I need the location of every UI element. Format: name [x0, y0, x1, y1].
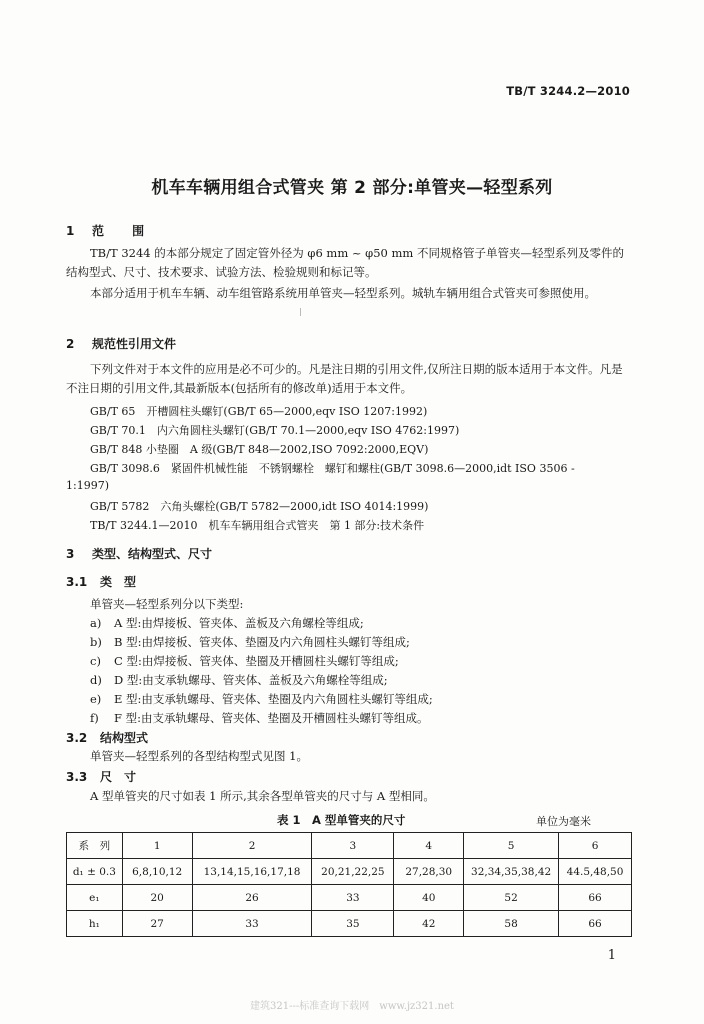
table-header-row	[67, 833, 632, 859]
item-label: a)	[90, 616, 102, 630]
table-cell: 5	[464, 833, 559, 859]
item-text: E 型:由支承轨螺母、管夹体、垫圈及内六角圆柱头螺钉等组成;	[114, 692, 433, 706]
section-title: 结构型式	[100, 731, 149, 745]
reference-item: GB/T 65 开槽圆柱头螺钉(GB/T 65—2000,eqv ISO 1207:1992)	[90, 405, 428, 418]
document-title: 机车车辆用组合式管夹 第 2 部分:单管夹—轻型系列	[151, 178, 553, 198]
section-number: 2	[66, 337, 75, 351]
table-cell: 35	[312, 911, 394, 937]
standard-code: TB/T 3244.2—2010	[506, 84, 630, 98]
section-title: 规范性引用文件	[92, 337, 177, 351]
section-3-3-heading	[66, 768, 136, 785]
section-title: 类 型	[100, 575, 137, 589]
section-2-heading	[66, 335, 176, 352]
table-cell: 66	[559, 885, 632, 911]
reference-item-continuation: 1:1997)	[66, 479, 109, 492]
table-cell: 1	[122, 833, 192, 859]
section-3-2-text: 单管夹—轻型系列的各型结构型式见图 1。	[90, 749, 308, 763]
dimension-table	[66, 832, 632, 937]
type-item	[90, 634, 410, 650]
table-cell: 26	[192, 885, 312, 911]
item-text: F 型:由支承轨螺母、管夹体、垫圈及开槽圆柱头螺钉等组成。	[114, 711, 429, 725]
table-cell: 58	[464, 911, 559, 937]
section-title: 类型、结构型式、尺寸	[92, 547, 213, 561]
section-1-heading	[66, 222, 156, 239]
section-3-2-heading	[66, 729, 148, 746]
table-cell: 3	[312, 833, 394, 859]
section-title: 尺 寸	[100, 770, 137, 784]
table-cell: 20	[122, 885, 192, 911]
table-unit: 单位为毫米	[536, 815, 591, 828]
table-row	[67, 859, 632, 885]
table-cell: 27	[122, 911, 192, 937]
section-1-para-2: 本部分适用于机车车辆、动车组管路系统用单管夹—轻型系列。城轨车辆用组合式管夹可参照使用。	[90, 286, 596, 300]
item-label: f)	[90, 711, 99, 725]
item-text: A 型:由焊接板、管夹体、盖板及六角螺栓等组成;	[114, 616, 364, 630]
section-3-1-heading	[66, 573, 136, 590]
table-cell: 13,14,15,16,17,18	[192, 859, 312, 885]
section-3-heading	[66, 545, 212, 562]
table-cell: 33	[192, 911, 312, 937]
reference-item: GB/T 5782 六角头螺栓(GB/T 5782—2000,idt ISO 4014:1999)	[90, 500, 429, 513]
watermark: 建筑321---标准查询下载网 www.jz321.net	[250, 1001, 454, 1012]
table-cell: d₁ ± 0.3	[67, 859, 123, 885]
item-label: c)	[90, 654, 101, 668]
reference-item: GB/T 70.1 内六角圆柱头螺钉(GB/T 70.1—2000,eqv ISO 4762:1997)	[90, 424, 460, 437]
table-cell: e₁	[67, 885, 123, 911]
section-1-para-1: TB/T 3244 的本部分规定了固定管外径为 φ6 mm ~ φ50 mm 不同规格管子单管夹—轻型系列及零件的结构型式、尺寸、技术要求、试验方法、检验规则和标记等。	[66, 246, 624, 279]
table-cell: 66	[559, 911, 632, 937]
type-item	[90, 691, 433, 707]
section-title: 范 围	[92, 224, 157, 238]
item-label: e)	[90, 692, 102, 706]
table-cell: 40	[394, 885, 464, 911]
section-number: 1	[66, 224, 75, 238]
table-cell: 4	[394, 833, 464, 859]
table-cell: 系 列	[67, 833, 123, 859]
table-cell: 27,28,30	[394, 859, 464, 885]
reference-item: GB/T 3098.6 紧固件机械性能 不锈钢螺栓 螺钉和螺柱(GB/T 3098.6—2000,idt ISO 3506 -	[90, 462, 575, 475]
item-label: b)	[90, 635, 102, 649]
table-cell: 6,8,10,12	[122, 859, 192, 885]
item-label: d)	[90, 673, 102, 687]
table-caption: 表 1 A 型单管夹的尺寸	[277, 813, 406, 827]
table-row	[67, 911, 632, 937]
item-text: B 型:由焊接板、管夹体、垫圈及内六角圆柱头螺钉等组成;	[114, 635, 410, 649]
reference-item: GB/T 848 小垫圈 A 级(GB/T 848—2002,ISO 7092:2000,EQV)	[90, 443, 429, 456]
types-intro: 单管夹—轻型系列分以下类型:	[90, 597, 244, 611]
table-cell: 52	[464, 885, 559, 911]
section-3-3-text: A 型单管夹的尺寸如表 1 所示,其余各型单管夹的尺寸与 A 型相同。	[90, 789, 435, 803]
table-cell: 2	[192, 833, 312, 859]
section-number: 3.2	[66, 731, 88, 745]
table-cell: 33	[312, 885, 394, 911]
scan-mark	[300, 308, 301, 316]
section-number: 3.1	[66, 575, 88, 589]
item-text: D 型:由支承轨螺母、管夹体、盖板及六角螺栓等组成;	[114, 673, 388, 687]
type-item	[90, 615, 364, 631]
item-text: C 型:由焊接板、管夹体、垫圈及开槽圆柱头螺钉等组成;	[114, 654, 399, 668]
table-cell: 44.5,48,50	[559, 859, 632, 885]
table-cell: 42	[394, 911, 464, 937]
table-cell: 6	[559, 833, 632, 859]
table-cell: h₁	[67, 911, 123, 937]
table-row	[67, 885, 632, 911]
section-number: 3.3	[66, 770, 88, 784]
table-cell: 32,34,35,38,42	[464, 859, 559, 885]
type-item	[90, 672, 388, 688]
type-item	[90, 710, 429, 726]
table-cell: 20,21,22,25	[312, 859, 394, 885]
type-item	[90, 653, 399, 669]
reference-item: TB/T 3244.1—2010 机车车辆用组合式管夹 第 1 部分:技术条件	[90, 519, 425, 532]
section-number: 3	[66, 547, 75, 561]
section-2-para-1: 下列文件对于本文件的应用是必不可少的。凡是注日期的引用文件,仅所注日期的版本适用于本文件。凡是不注日期的引用文件,其最新版本(包括所有的修改单)适用于本文件。	[66, 362, 623, 395]
page-number: 1	[607, 948, 616, 963]
